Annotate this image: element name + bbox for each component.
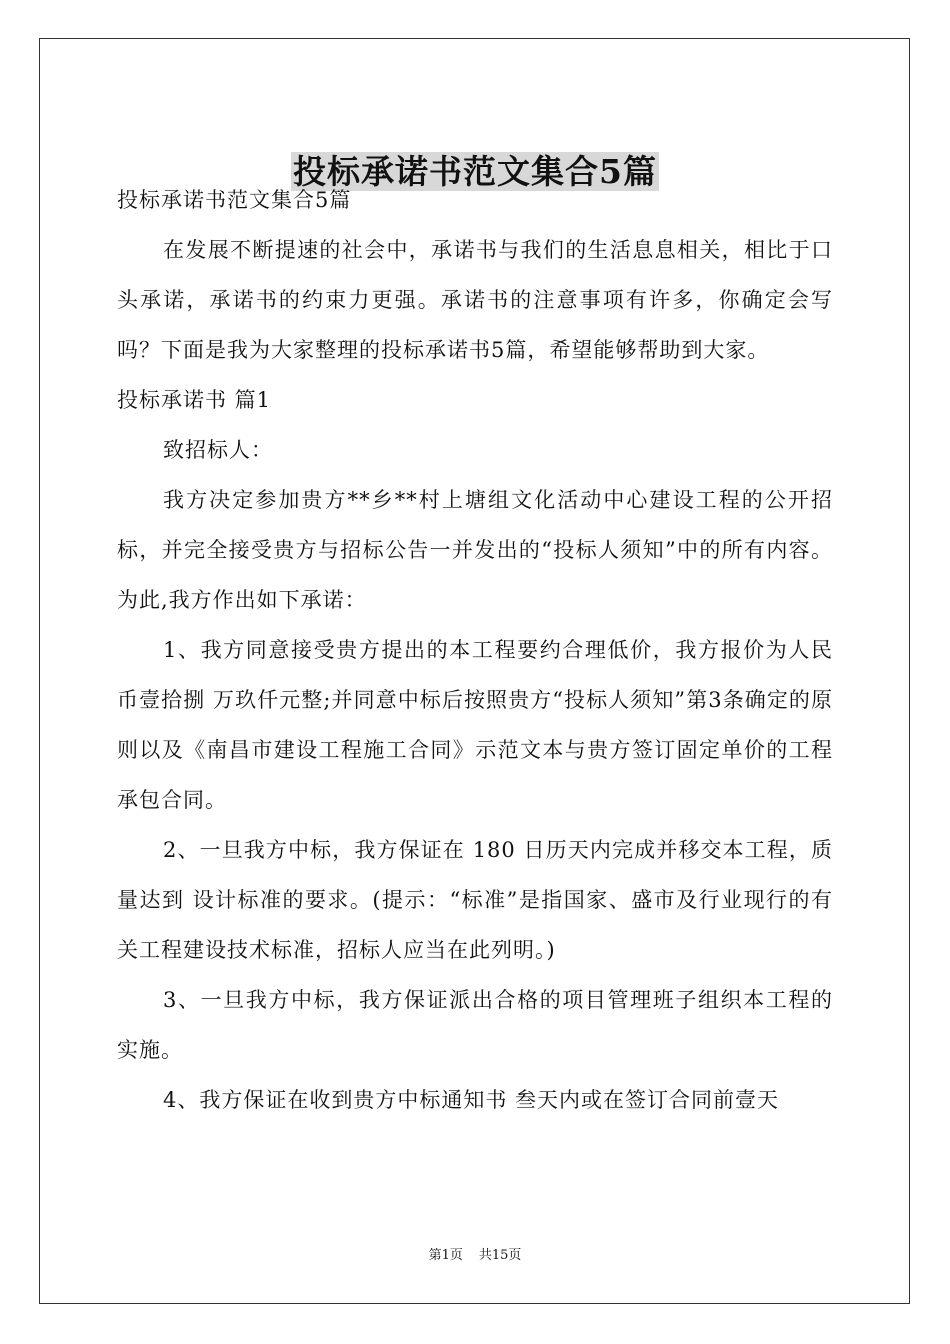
page-footer xyxy=(0,1246,950,1266)
paragraph-item-2: 2、一旦我方中标，我方保证在 180 日历天内完成并移交本工程，质量达到 设计标准的要求。(提示：“标准”是指国家、盛市及行业现行的有关工程建设技术标准，招标人应当在此列明。) xyxy=(117,838,833,962)
paragraph-subtitle: 投标承诺书范文集合5篇 xyxy=(117,188,352,212)
document-title: 投标承诺书范文集合5篇 xyxy=(293,152,657,192)
page-number: 第1页 xyxy=(428,1248,463,1263)
paragraph-item-1: 1、我方同意接受贵方提出的本工程要约合理低价，我方报价为人民币壹拾捌 万玖仟元整;并同意中标后按照贵方“投标人须知”第3条确定的原则以及《南昌市建设工程施工合同》示范文本与贵方签订固定单价的工程承包合同。 xyxy=(117,638,833,812)
document-body xyxy=(117,175,833,1125)
paragraph-statement: 我方决定参加贵方**乡**村上塘组文化活动中心建设工程的公开招标，并完全接受贵方与招标公告一并发出的“投标人须知”中的所有内容。为此,我方作出如下承诺： xyxy=(117,488,833,612)
paragraph-intro: 在发展不断提速的社会中，承诺书与我们的生活息息相关，相比于口头承诺，承诺书的约束力更强。承诺书的注意事项有许多，你确定会写吗？下面是我为大家整理的投标承诺书5篇，希望能够帮助到大家。 xyxy=(117,238,833,362)
paragraph-item-4: 4、我方保证在收到贵方中标通知书 叁天内或在签订合同前壹天 xyxy=(163,1088,780,1112)
section-heading: 投标承诺书 篇1 xyxy=(117,388,272,412)
page-total: 共15页 xyxy=(478,1248,522,1263)
paragraph-item-3: 3、一旦我方中标，我方保证派出合格的项目管理班子组织本工程的实施。 xyxy=(117,988,833,1062)
paragraph-salutation: 致招标人： xyxy=(163,438,273,462)
